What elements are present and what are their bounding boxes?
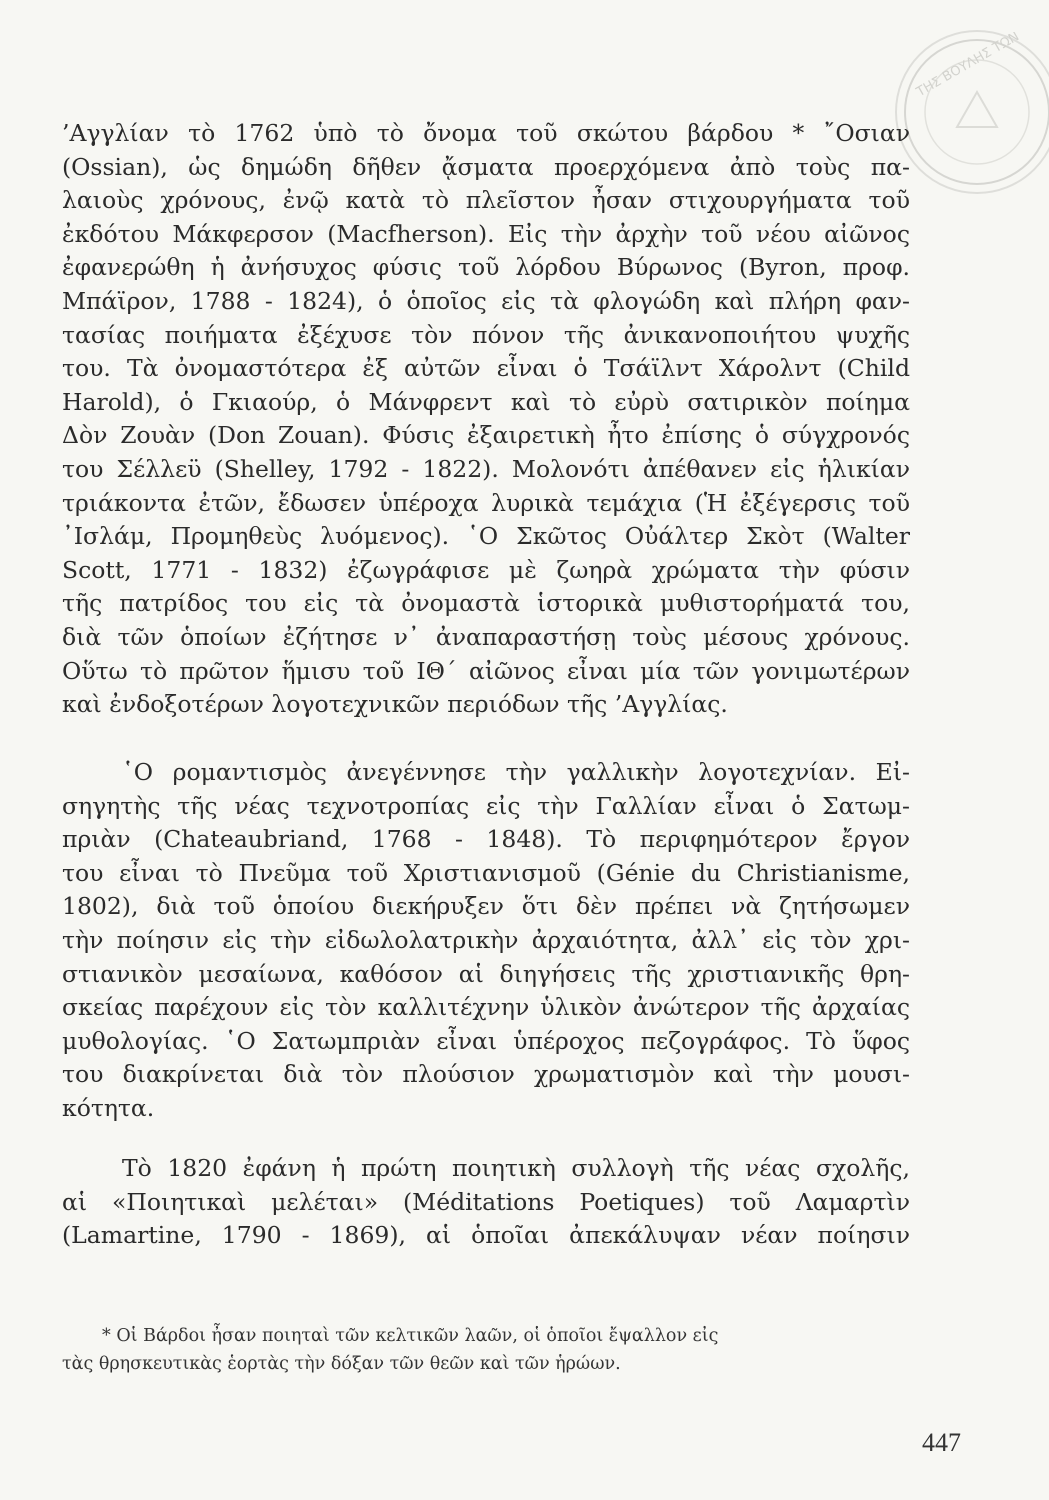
page-number: 447	[922, 1428, 961, 1457]
svg-text:ΤΗΣ ΒΟΥΛΗΣ ΤΩΝ: ΤΗΣ ΒΟΥΛΗΣ ΤΩΝ	[914, 32, 1022, 101]
text-line: κότητα.	[62, 1093, 155, 1122]
text-line: (Lamartine, 1790 - 1869), αἱ ὁποῖαι ἀπεκάλυψαν νέαν ποίησιν	[62, 1221, 910, 1250]
footnote-line: * Οἱ Βάρδοι ἦσαν ποιηταὶ τῶν κελτικῶν λαῶν, οἱ ὁποῖοι ἔψαλλον εἰς	[102, 1326, 719, 1346]
text-line: Scott, 1771 - 1832) ἐζωγράφισε μὲ ζωηρὰ χρώματα τὴν φύσιν	[62, 555, 910, 584]
text-line: τῆς πατρίδος του εἰς τὰ ὀνομαστὰ ἱστορικὰ μυθιστορήματά του,	[62, 589, 910, 618]
text-line: Τὸ 1820 ἐφάνη ἡ πρώτη ποιητικὴ συλλογὴ τῆς νέας σχολῆς,	[122, 1154, 910, 1182]
text-line: του εἶναι τὸ Πνεῦμα τοῦ Χριστιανισμοῦ (Génie du Christianisme,	[62, 858, 910, 887]
paragraph-french-romanticism	[62, 756, 910, 1126]
text-line: του. Τὰ ὀνομαστότερα ἐξ αὐτῶν εἶναι ὁ Τσάϊλντ Χάρολντ (Child	[62, 354, 910, 383]
text-line: ῾Ο ρομαντισμὸς ἀνεγέννησε τὴν γαλλικὴν λογοτεχνίαν. Εἰ-	[122, 758, 910, 786]
text-line: πριὰν (Chateaubriand, 1768 - 1848). Τὸ περιφημότερον ἔργον	[62, 825, 910, 854]
text-line: τριάκοντα ἐτῶν, ἔδωσεν ὑπέροχα λυρικὰ τεμάχια (Ἡ ἐξέγερσις τοῦ	[62, 488, 910, 517]
footnote	[62, 1322, 910, 1378]
text-line: τασίας ποιήματα ἐξέχυσε τὸν πόνον τῆς ἀνικανοποιήτου ψυχῆς	[62, 320, 910, 349]
text-line: του Σέλλεϋ (Shelley, 1792 - 1822). Μολονότι ἀπέθανεν εἰς ἡλικίαν	[62, 454, 910, 483]
text-line: λαιοὺς χρόνους, ἐνῷ κατὰ τὸ πλεῖστον ἦσαν στιχουργήματα τοῦ	[62, 186, 910, 215]
text-line: στιανικὸν μεσαίωνα, καθόσον αἱ διηγήσεις τῆς χριστιανικῆς θρη-	[62, 959, 910, 988]
document-page	[62, 0, 961, 1500]
text-line: ἐφανερώθη ἡ ἀνήσυχος φύσις τοῦ λόρδου Βύρωνος (Byron, προφ.	[62, 253, 910, 282]
paragraph-lamartine	[62, 1152, 910, 1253]
text-line: Οὕτω τὸ πρῶτον ἥμισυ τοῦ ΙΘ΄ αἰῶνος εἶναι μία τῶν γονιμωτέρων	[62, 656, 910, 685]
text-line: καὶ ἐνδοξοτέρων λογοτεχνικῶν περιόδων τῆς ’Αγγλίας.	[62, 690, 728, 719]
text-line: Δὸν Ζουὰν (Don Zouan). Φύσις ἐξαιρετικὴ ἦτο ἐπίσης ὁ σύγχρονός	[62, 421, 910, 450]
library-stamp	[895, 30, 1049, 194]
stamp-seal-icon	[897, 32, 1049, 192]
text-line: του διακρίνεται διὰ τὸν πλούσιον χρωματισμὸν καὶ τὴν μουσι-	[62, 1060, 910, 1089]
text-line: Μπάϊρον, 1788 - 1824), ὁ ὁποῖος εἰς τὰ φλογώδη καὶ πλήρη φαν-	[62, 286, 910, 315]
text-line: μυθολογίας. ῾Ο Σατωμπριὰν εἶναι ὑπέροχος πεζογράφος. Τὸ ὕφος	[62, 1026, 910, 1055]
text-line: (Ossian), ὡς δημώδη δῆθεν ᾄσματα προερχόμενα ἀπὸ τοὺς πα-	[62, 152, 910, 181]
text-line: αἱ «Ποιητικαὶ μελέται» (Méditations Poetiques) τοῦ Λαμαρτὶν	[62, 1187, 910, 1216]
text-line: 1802), διὰ τοῦ ὁποίου διεκήρυξεν ὅτι δὲν πρέπει νὰ ζητήσωμεν	[62, 892, 910, 921]
footnote-line: τὰς θρησκευτικὰς ἑορτὰς τὴν δόξαν τῶν θεῶν καὶ τῶν ἡρώων.	[62, 1354, 621, 1374]
text-line: ’Αγγλίαν τὸ 1762 ὑπὸ τὸ ὄνομα τοῦ σκώτου βάρδου * ῎Οσιαν	[62, 119, 910, 147]
text-line: διὰ τῶν ὁποίων ἐζήτησε ν᾿ ἀναπαραστήσῃ τοὺς μέσους χρόνους.	[62, 622, 910, 651]
text-line: σηγητὴς τῆς νέας τεχνοτροπίας εἰς τὴν Γαλλίαν εἶναι ὁ Σατωμ-	[62, 791, 910, 820]
text-line: τὴν ποίησιν εἰς τὴν εἰδωλολατρικὴν ἀρχαιότητα, ἀλλ᾿ εἰς τὸν χρι-	[62, 925, 910, 954]
text-line: ἐκδότου Μάκφερσον (Macfherson). Εἰς τὴν ἀρχὴν τοῦ νέου αἰῶνος	[62, 219, 910, 248]
text-line: Harold), ὁ Γκιαούρ, ὁ Μάνφρεντ καὶ τὸ εὐρὺ σατιρικὸν ποίημα	[62, 387, 910, 416]
paragraph-english-romanticism	[62, 117, 910, 722]
text-line: ᾿Ισλάμ, Προμηθεὺς λυόμενος). ῾Ο Σκῶτος Οὐάλτερ Σκὸτ (Walter	[62, 522, 910, 551]
text-line: σκείας παρέχουν εἰς τὸν καλλιτέχνην ὑλικὸν ἀνώτερον τῆς ἀρχαίας	[62, 993, 910, 1022]
